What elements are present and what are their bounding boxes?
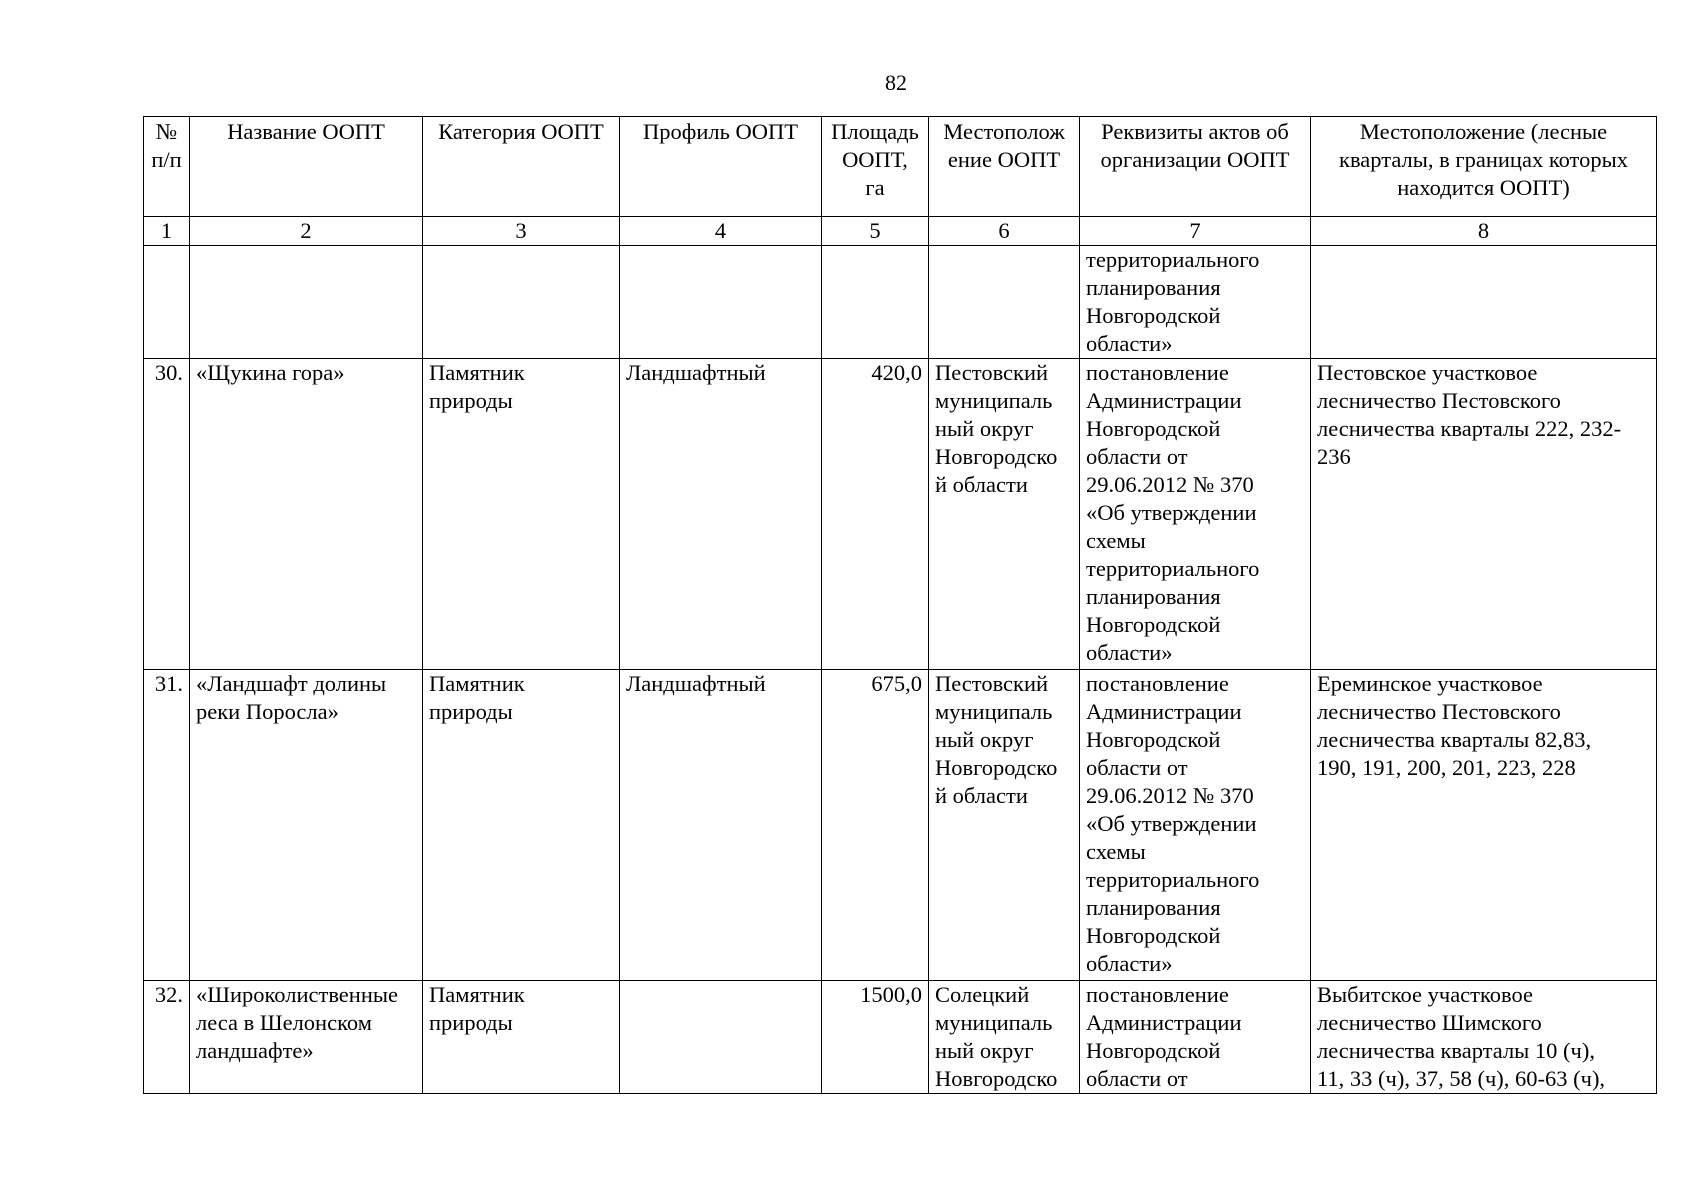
header-location: Местополож ение ООПТ [929, 117, 1080, 217]
cell-number: 31. [144, 670, 190, 981]
cell-location: Пестовский муниципаль ный округ Новгородско й области [929, 359, 1080, 670]
column-number: 1 [144, 217, 190, 246]
header-profile: Профиль ООПТ [620, 117, 822, 217]
cell-forest-location: Пестовское участковое лесничество Пестовского лесничества кварталы 222, 232- 236 [1311, 359, 1657, 670]
header-number: № п/п [144, 117, 190, 217]
header-name: Название ООПТ [190, 117, 423, 217]
header-forest-location: Местоположение (лесные кварталы, в границах которых находится ООПТ) [1311, 117, 1657, 217]
cell-number [144, 246, 190, 359]
oopt-table [143, 116, 1657, 1094]
cell-profile: Ландшафтный [620, 359, 822, 670]
continuation-row [144, 246, 1657, 359]
table-row [144, 670, 1657, 981]
header-area: Площадь ООПТ, га [822, 117, 929, 217]
cell-requisites: постановление Администрации Новгородской области от [1080, 981, 1311, 1094]
cell-name: «Широколиственные леса в Шелонском ландшафте» [190, 981, 423, 1094]
column-number: 4 [620, 217, 822, 246]
column-number: 7 [1080, 217, 1311, 246]
cell-area [822, 246, 929, 359]
cell-location [929, 246, 1080, 359]
page-number: 82 [885, 70, 907, 95]
cell-requisites: территориального планирования Новгородской области» [1080, 246, 1311, 359]
cell-forest-location: Ереминское участковое лесничество Пестовского лесничества кварталы 82,83, 190, 191, 200, 201, 223, 228 [1311, 670, 1657, 981]
column-number: 8 [1311, 217, 1657, 246]
table-row [144, 981, 1657, 1094]
cell-name: «Ландшафт долины реки Поросла» [190, 670, 423, 981]
cell-area: 675,0 [822, 670, 929, 981]
cell-name: «Щукина гора» [190, 359, 423, 670]
cell-category: Памятник природы [423, 981, 620, 1094]
cell-location: Пестовский муниципаль ный округ Новгородско й области [929, 670, 1080, 981]
cell-forest-location [1311, 246, 1657, 359]
column-number: 6 [929, 217, 1080, 246]
cell-forest-location: Выбитское участковое лесничество Шимского лесничества кварталы 10 (ч), 11, 33 (ч), 37, 58 (ч), 60-63 (ч), [1311, 981, 1657, 1094]
cell-category: Памятник природы [423, 359, 620, 670]
cell-number: 32. [144, 981, 190, 1094]
cell-profile [620, 246, 822, 359]
cell-profile: Ландшафтный [620, 670, 822, 981]
cell-category: Памятник природы [423, 670, 620, 981]
header-requisites: Реквизиты актов об организации ООПТ [1080, 117, 1311, 217]
column-number: 2 [190, 217, 423, 246]
cell-number: 30. [144, 359, 190, 670]
column-number-row [144, 217, 1657, 246]
column-number: 3 [423, 217, 620, 246]
table-header-row [144, 117, 1657, 217]
cell-requisites: постановление Администрации Новгородской области от 29.06.2012 № 370 «Об утверждении схемы территориального планирования Новгородской области» [1080, 359, 1311, 670]
column-number: 5 [822, 217, 929, 246]
cell-area: 1500,0 [822, 981, 929, 1094]
cell-area: 420,0 [822, 359, 929, 670]
cell-requisites: постановление Администрации Новгородской области от 29.06.2012 № 370 «Об утверждении схемы территориального планирования Новгородской области» [1080, 670, 1311, 981]
header-category: Категория ООПТ [423, 117, 620, 217]
cell-category [423, 246, 620, 359]
cell-name [190, 246, 423, 359]
table-row [144, 359, 1657, 670]
cell-location: Солецкий муниципаль ный округ Новгородско [929, 981, 1080, 1094]
cell-profile [620, 981, 822, 1094]
